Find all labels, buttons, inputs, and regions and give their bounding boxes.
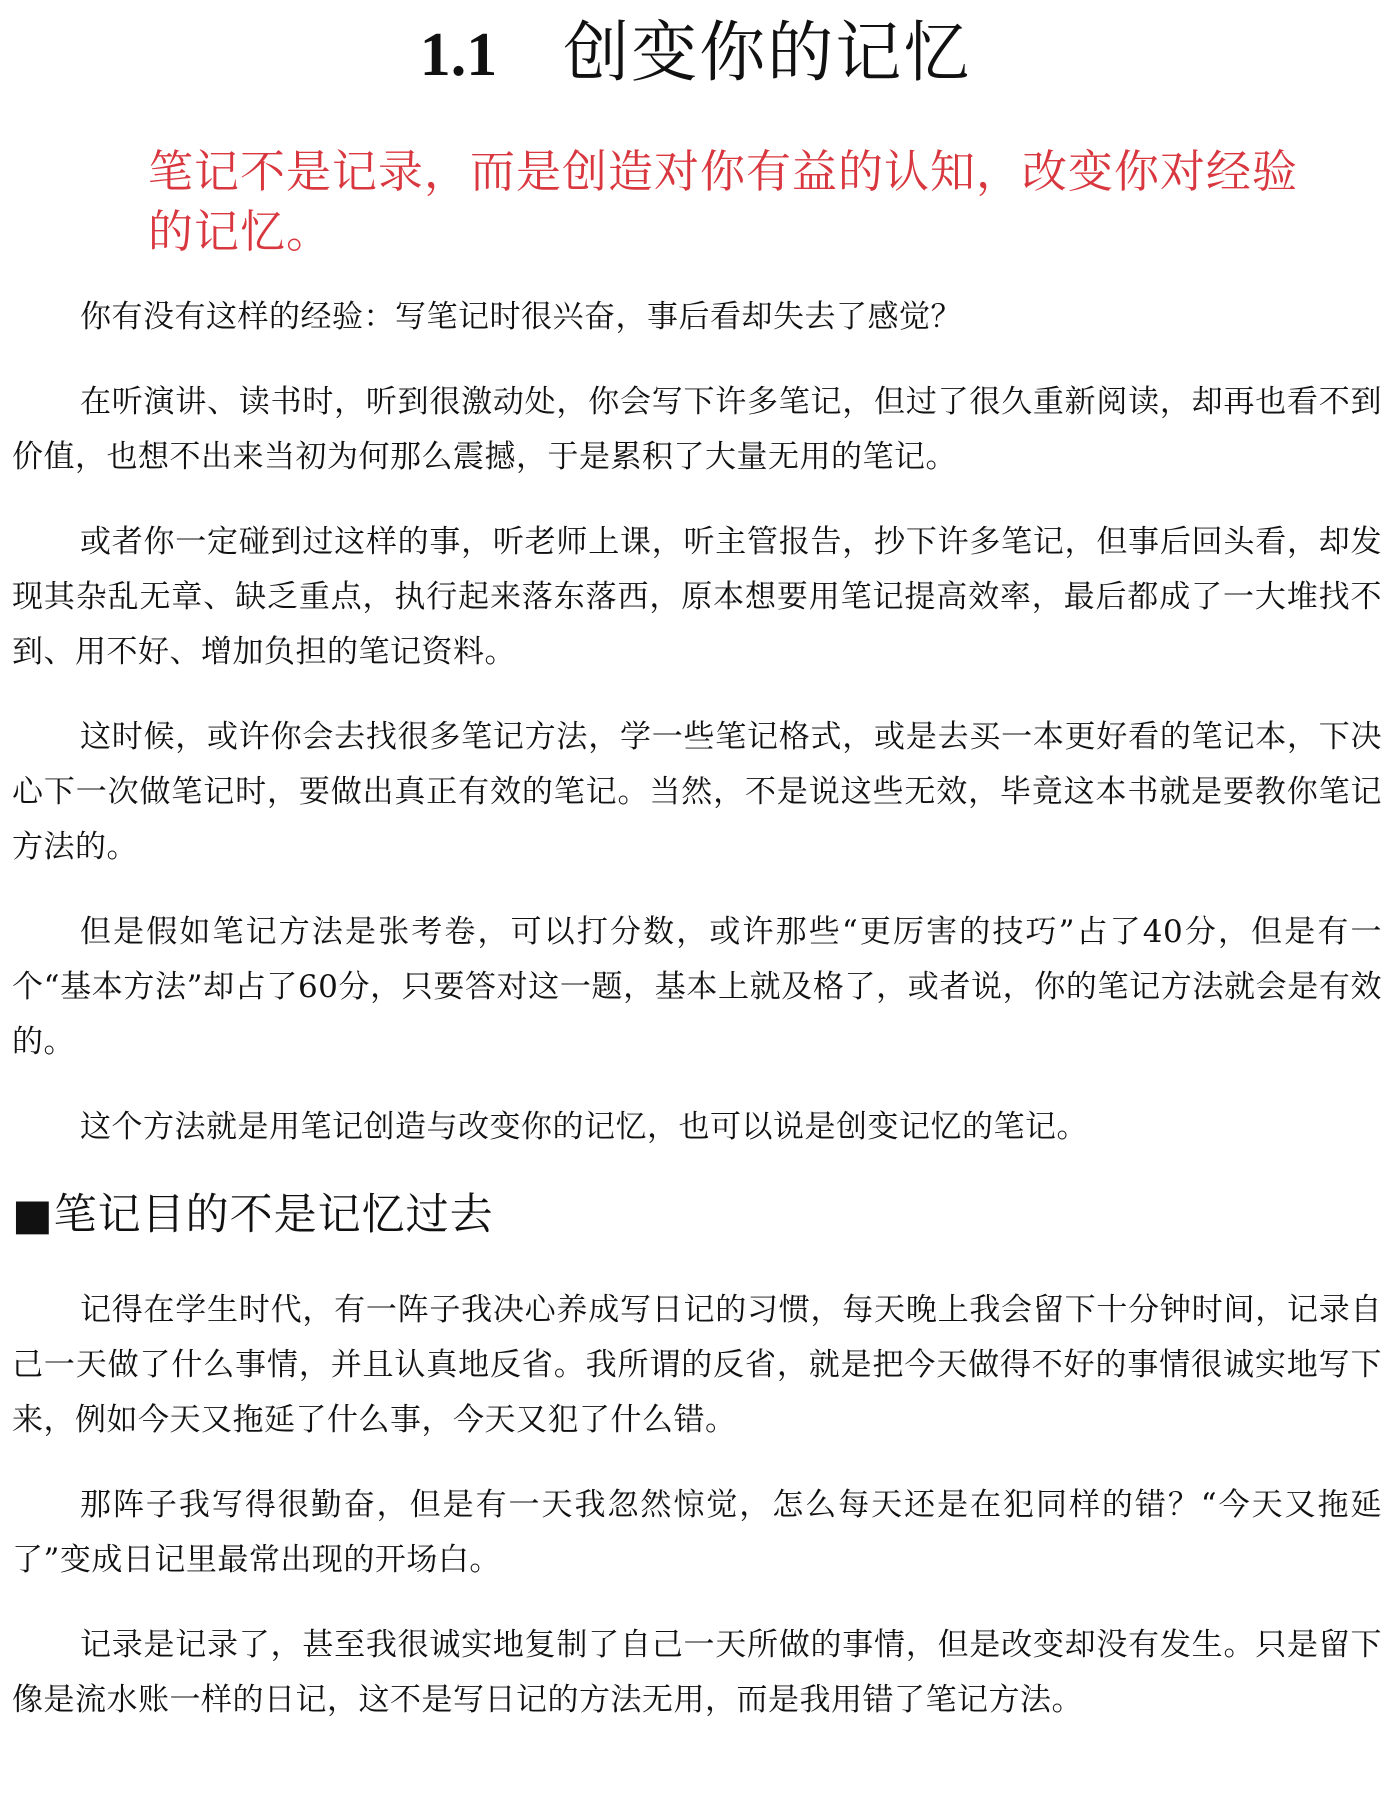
chapter-title (0, 8, 1391, 100)
paragraph: 但是假如笔记方法是张考卷，可以打分数，或许那些“更厉害的技巧”占了40分，但是有一个“基本方法”却占了60分，只要答对这一题，基本上就及格了，或者说，你的笔记方法就会是有效的。 (12, 914, 1382, 1060)
paragraph: 这时候，或许你会去找很多笔记方法，学一些笔记格式，或是去买一本更好看的笔记本，下决心下一次做笔记时，要做出真正有效的笔记。当然，不是说这些无效，毕竟这本书就是要教你笔记方法的。 (12, 719, 1382, 865)
chapter-number: 1.1 (419, 21, 498, 89)
paragraph: 记得在学生时代，有一阵子我决心养成写日记的习惯，每天晚上我会留下十分钟时间，记录自己一天做了什么事情，并且认真地反省。我所谓的反省，就是把今天做得不好的事情很诚实地写下来，例如今天又拖延了什么事，今天又犯了什么错。 (12, 1292, 1382, 1438)
pull-quote: 笔记不是记录，而是创造对你有益的认知，改变你对经验的记忆。 (148, 145, 1299, 258)
paragraph: 记录是记录了，甚至我很诚实地复制了自己一天所做的事情，但是改变却没有发生。只是留下像是流水账一样的日记，这不是写日记的方法无用，而是我用错了笔记方法。 (12, 1627, 1382, 1718)
paragraph: 那阵子我写得很勤奋，但是有一天我忽然惊觉，怎么每天还是在犯同样的错？“今天又拖延了”变成日记里最常出现的开场白。 (12, 1487, 1382, 1578)
body-text (12, 290, 1382, 1758)
chapter-name: 创变你的记忆 (563, 14, 972, 91)
paragraph: 或者你一定碰到过这样的事，听老师上课，听主管报告，抄下许多笔记，但事后回头看，却发现其杂乱无章、缺乏重点，执行起来落东落西，原本想要用笔记提高效率，最后都成了一大堆找不到、用不好、增加负担的笔记资料。 (12, 524, 1382, 670)
paragraph: 你有没有这样的经验：写笔记时很兴奋，事后看却失去了感觉？ (80, 299, 962, 335)
section-heading: ■笔记目的不是记忆过去 (12, 1190, 494, 1240)
paragraph: 这个方法就是用笔记创造与改变你的记忆，也可以说是创变记忆的笔记。 (80, 1109, 1088, 1145)
paragraph: 在听演讲、读书时，听到很激动处，你会写下许多笔记，但过了很久重新阅读，却再也看不到价值，也想不出来当初为何那么震撼，于是累积了大量无用的笔记。 (12, 384, 1382, 475)
